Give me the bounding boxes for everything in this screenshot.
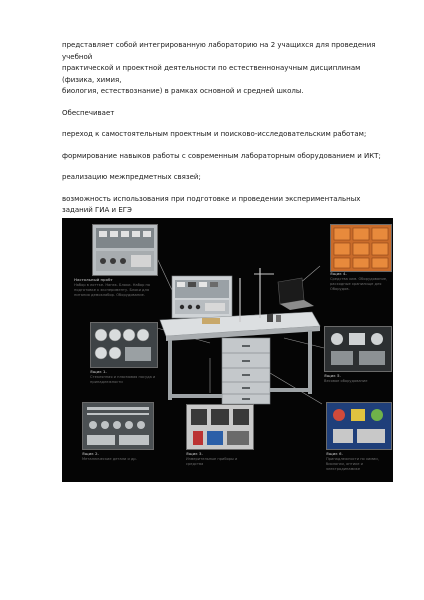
caption-body: Набор в лоттке. Напэк. Блоки. Набор по подготовке к эксперименту. Блоки для питания демоклабор. Оборудование. [74, 283, 151, 297]
drawer-3-thumbnail [186, 404, 254, 450]
list-item: формирование навыков работы с современным лабораторным оборудованием и ИКТ; [62, 151, 381, 160]
caption-title: Ящик 6. [326, 452, 343, 456]
intro-line-3: биология, естествознание) в рамках основной и средней школы. [62, 87, 304, 95]
drawer-5-thumbnail [324, 326, 392, 372]
caption-title: Ящик 2. [82, 452, 99, 456]
caption-body: Весовое оборудование [324, 379, 368, 383]
intro-line-1: представляет собой интегрированную лабораторию на 2 учащихся для проведения учебной [62, 41, 376, 61]
caption-body: Принадлежности по химии, биологии, оптике и электродинамике [326, 457, 379, 471]
list-item: реализацию межпредметных связей; [62, 173, 201, 181]
drawer-1-thumbnail [90, 322, 158, 368]
caption-drawer-5 [324, 374, 390, 384]
caption-drawer-4 [330, 272, 390, 292]
caption-body: Средства хим. Оборудование, расходные хранилище для Оборудов. [330, 277, 388, 291]
caption-body: Стеклянная и пласмовая посуда и принадлежности [90, 375, 156, 384]
caption-title: Ящик 5. [324, 374, 341, 378]
list-item: возможность использования при подготовке и проведении экспериментальных заданий ГИА и ЕГЭ [62, 194, 361, 214]
caption-body: Измерительные приборы и средства [186, 457, 238, 466]
caption-desktop-kit [74, 278, 152, 298]
caption-drawer-3 [186, 452, 252, 467]
provides-heading: Обеспечивает [62, 108, 115, 117]
desktop-kit-thumbnail [92, 224, 158, 276]
lab-equipment-figure [62, 218, 393, 482]
drawer-2-thumbnail [82, 402, 154, 450]
list-item: переход к самостоятельным проектным и поисково-исследовательским работам; [62, 130, 367, 138]
drawer-4-thumbnail [330, 224, 392, 272]
caption-title: Ящик 4. [330, 272, 347, 276]
drawer-6-thumbnail [326, 402, 392, 450]
caption-drawer-2 [82, 452, 152, 462]
caption-drawer-1 [90, 370, 156, 385]
caption-body: Металлические детали и др. [82, 457, 137, 461]
caption-title: Ящик 3. [186, 452, 203, 456]
intro-line-2: практической и проектной деятельности по естественнонаучным дисциплинам (физика, химия, [62, 64, 361, 84]
caption-title: Настольный пробт [74, 278, 113, 282]
caption-title: Ящик 1. [90, 370, 107, 374]
caption-drawer-6 [326, 452, 390, 472]
